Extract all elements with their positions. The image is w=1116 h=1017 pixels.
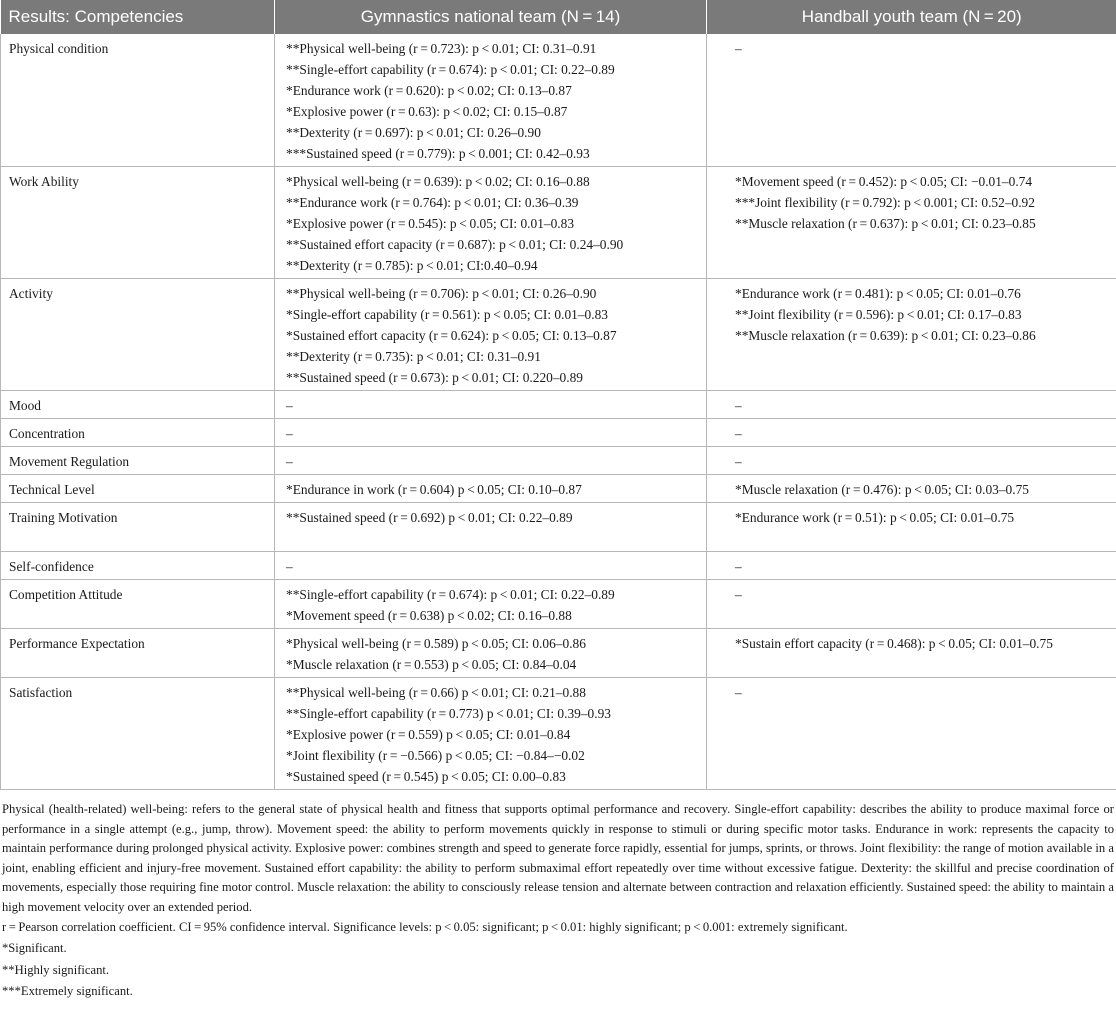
result-line: *Sustain effort capacity (r = 0.468): p < 0.05; CI: 0.01–0.75 — [735, 636, 1053, 651]
result-line: **Physical well-being (r = 0.723): p < 0.01; CI: 0.31–0.91 — [286, 41, 597, 56]
header-handball: Handball youth team (N = 20) — [707, 0, 1116, 34]
table-row — [1, 279, 1116, 391]
result-line: *Single-effort capability (r = 0.561): p < 0.05; CI: 0.01–0.83 — [286, 307, 608, 322]
result-line: **Muscle relaxation (r = 0.637): p < 0.01; CI: 0.23–0.85 — [735, 216, 1036, 231]
result-line: **Endurance work (r = 0.764): p < 0.01; CI: 0.36–0.39 — [286, 195, 579, 210]
table-row — [1, 580, 1116, 629]
header-gymnastics: Gymnastics national team (N = 14) — [275, 0, 707, 34]
competency-cell: Satisfaction — [1, 678, 275, 790]
handball-cell — [707, 167, 1116, 279]
gymnastics-cell — [275, 629, 707, 678]
competency-cell: Self-confidence — [1, 552, 275, 580]
table-row — [1, 503, 1116, 552]
gymnastics-cell — [275, 419, 707, 447]
gymnastics-cell — [275, 391, 707, 419]
table-row — [1, 629, 1116, 678]
result-line: **Sustained speed (r = 0.673): p < 0.01; CI: 0.220–0.89 — [286, 370, 583, 385]
result-line: *Endurance work (r = 0.481): p < 0.05; CI: 0.01–0.76 — [735, 286, 1021, 301]
result-line: ***Sustained speed (r = 0.779): p < 0.001; CI: 0.42–0.93 — [286, 146, 590, 161]
result-line: – — [286, 398, 293, 413]
result-line: **Single-effort capability (r = 0.674): p < 0.01; CI: 0.22–0.89 — [286, 62, 615, 77]
gymnastics-cell — [275, 447, 707, 475]
competency-cell: Work Ability — [1, 167, 275, 279]
result-line: **Physical well-being (r = 0.66) p < 0.01; CI: 0.21–0.88 — [286, 685, 586, 700]
result-line: – — [735, 685, 742, 700]
competency-cell: Performance Expectation — [1, 629, 275, 678]
competency-cell: Movement Regulation — [1, 447, 275, 475]
table-row — [1, 552, 1116, 580]
result-line: **Single-effort capability (r = 0.773) p < 0.01; CI: 0.39–0.93 — [286, 706, 611, 721]
gymnastics-cell — [275, 552, 707, 580]
table-row — [1, 475, 1116, 503]
competency-cell: Mood — [1, 391, 275, 419]
result-line: **Physical well-being (r = 0.706): p < 0.01; CI: 0.26–0.90 — [286, 286, 597, 301]
result-line: *Movement speed (r = 0.638) p < 0.02; CI: 0.16–0.88 — [286, 608, 572, 623]
handball-cell — [707, 391, 1116, 419]
handball-cell — [707, 629, 1116, 678]
competency-cell: Technical Level — [1, 475, 275, 503]
result-line: – — [286, 559, 293, 574]
gymnastics-cell — [275, 279, 707, 391]
gymnastics-cell — [275, 678, 707, 790]
result-line: **Dexterity (r = 0.697): p < 0.01; CI: 0.26–0.90 — [286, 125, 541, 140]
competency-cell: Physical condition — [1, 34, 275, 167]
competency-cell: Competition Attitude — [1, 580, 275, 629]
result-line: *Physical well-being (r = 0.639): p < 0.02; CI: 0.16–0.88 — [286, 174, 590, 189]
result-line: **Joint flexibility (r = 0.596): p < 0.01; CI: 0.17–0.83 — [735, 307, 1022, 322]
handball-cell — [707, 447, 1116, 475]
result-line: ***Joint flexibility (r = 0.792): p < 0.001; CI: 0.52–0.92 — [735, 195, 1035, 210]
handball-cell — [707, 475, 1116, 503]
table-footnotes — [0, 790, 1116, 1002]
handball-cell — [707, 580, 1116, 629]
table-row — [1, 419, 1116, 447]
result-line: *Sustained speed (r = 0.545) p < 0.05; CI: 0.00–0.83 — [286, 769, 566, 784]
competency-cell: Concentration — [1, 419, 275, 447]
table-row — [1, 167, 1116, 279]
result-line: *Endurance work (r = 0.620): p < 0.02; CI: 0.13–0.87 — [286, 83, 572, 98]
result-line: *Movement speed (r = 0.452): p < 0.05; CI: −0.01–0.74 — [735, 174, 1033, 189]
result-line: – — [286, 426, 293, 441]
significance-note-2: **Highly significant. — [2, 962, 110, 977]
result-line: *Explosive power (r = 0.545): p < 0.05; CI: 0.01–0.83 — [286, 216, 575, 231]
handball-cell — [707, 34, 1116, 167]
table-body — [1, 34, 1116, 790]
result-line: – — [735, 41, 742, 56]
significance-note-1: *Significant. — [2, 941, 67, 956]
handball-cell — [707, 678, 1116, 790]
result-line: *Endurance in work (r = 0.604) p < 0.05; CI: 0.10–0.87 — [286, 482, 582, 497]
competency-cell: Training Motivation — [1, 503, 275, 552]
gymnastics-cell — [275, 503, 707, 552]
result-line: – — [735, 426, 742, 441]
result-line: – — [735, 398, 742, 413]
result-line: *Muscle relaxation (r = 0.476): p < 0.05; CI: 0.03–0.75 — [735, 482, 1029, 497]
result-line: *Explosive power (r = 0.559) p < 0.05; CI: 0.01–0.84 — [286, 727, 571, 742]
result-line: **Sustained effort capacity (r = 0.687): p < 0.01; CI: 0.24–0.90 — [286, 237, 624, 252]
gymnastics-cell — [275, 580, 707, 629]
gymnastics-cell — [275, 475, 707, 503]
result-line: – — [286, 454, 293, 469]
gymnastics-cell — [275, 34, 707, 167]
result-line: – — [735, 454, 742, 469]
result-line: *Muscle relaxation (r = 0.553) p < 0.05; CI: 0.84–0.04 — [286, 657, 577, 672]
result-line: – — [735, 559, 742, 574]
handball-cell — [707, 552, 1116, 580]
handball-cell — [707, 503, 1116, 552]
result-line: **Dexterity (r = 0.735): p < 0.01; CI: 0.31–0.91 — [286, 349, 541, 364]
result-line: – — [735, 587, 742, 602]
handball-cell — [707, 419, 1116, 447]
header-competencies: Results: Competencies — [1, 0, 275, 34]
table-header — [1, 0, 1116, 34]
result-line: *Joint flexibility (r = −0.566) p < 0.05; CI: −0.84–−0.02 — [286, 748, 585, 763]
result-line: **Muscle relaxation (r = 0.639): p < 0.01; CI: 0.23–0.86 — [735, 328, 1036, 343]
result-line: *Endurance work (r = 0.51): p < 0.05; CI: 0.01–0.75 — [735, 510, 1015, 525]
result-line: *Sustained effort capacity (r = 0.624): p < 0.05; CI: 0.13–0.87 — [286, 328, 617, 343]
abbreviations-note: r = Pearson correlation coefficient. CI = 95% confidence interval. Significance levels: p < 0.05: significant; p < 0.01: highly significant; p < 0.001: extremely significant. — [2, 919, 848, 934]
table-row — [1, 678, 1116, 790]
result-line: *Explosive power (r = 0.63): p < 0.02; CI: 0.15–0.87 — [286, 104, 568, 119]
table-row — [1, 447, 1116, 475]
result-line: **Single-effort capability (r = 0.674): p < 0.01; CI: 0.22–0.89 — [286, 587, 615, 602]
gymnastics-cell — [275, 167, 707, 279]
result-line: **Sustained speed (r = 0.692) p < 0.01; CI: 0.22–0.89 — [286, 510, 573, 525]
significance-note-3: ***Extremely significant. — [2, 984, 133, 999]
result-line: *Physical well-being (r = 0.589) p < 0.05; CI: 0.06–0.86 — [286, 636, 586, 651]
definitions-note: Physical (health-related) well-being: refers to the general state of physical health and fitness that supports optimal performance and recovery. Single-effort capability: describes the ability to produce maximal force or performance in a single attempt (e.g., jump, throw). Movement speed: the ability to perform movements quickly in response to stimuli or during specific motor tasks. Endurance in work: represents the capacity to maintain performance during prolonged physical activity. Explosive power: combines strength and speed to generate force rapidly, essential for jumps, sprints, or throws. Joint flexibility: the range of motion available in a joint, enabling efficient and injury-free movement. Sustained effort capability: the ability to perform submaximal effort repeatedly over time without excessive fatigue. Dexterity: the skillful and precise coordination of movements, especially those requiring fine motor control. Muscle relaxation: the ability to consciously release tension and alternate between contraction and relaxation efficiently. Sustained speed: the ability to maintain a high movement velocity over an extended period. — [2, 802, 1114, 914]
result-line: **Dexterity (r = 0.785): p < 0.01; CI:0.40–0.94 — [286, 258, 538, 273]
table-row — [1, 34, 1116, 167]
table-row — [1, 391, 1116, 419]
competency-cell: Activity — [1, 279, 275, 391]
handball-cell — [707, 279, 1116, 391]
